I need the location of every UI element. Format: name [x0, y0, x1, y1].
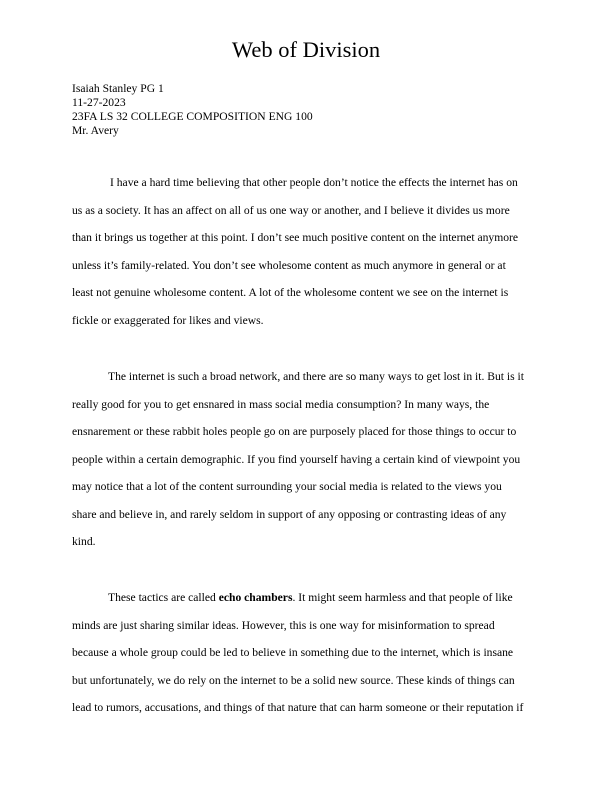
document-header [72, 82, 542, 138]
paragraph-text: These tactics are called [108, 591, 219, 604]
paragraph-3 [72, 591, 544, 729]
paragraph-line: lead to rumors, accusations, and things of that nature that can harm someone or their reputation if [72, 701, 524, 714]
paragraph-line: but unfortunately, we do rely on the internet to be a solid new source. These kinds of things can [72, 673, 515, 687]
course-name: 23FA LS 32 COLLEGE COMPOSITION ENG 100 [72, 110, 313, 123]
instructor-name: Mr. Avery [72, 124, 119, 137]
paragraph-text: . It might seem harmless and that people of like [292, 591, 513, 604]
paragraph-line: because a whole group could be led to believe in something due to the internet, which is insane [72, 646, 514, 659]
paragraph-1 [72, 176, 544, 341]
paragraph-line: kind. [72, 535, 96, 548]
paragraph-line [72, 591, 544, 619]
paragraph-line: people within a certain demographic. If you find yourself having a certain kind of viewpoint you [72, 452, 521, 466]
paragraph-line: ensnarement or these rabbit holes people go on are purposely placed for those things to occur to [72, 425, 517, 438]
paragraph-line: really good for you to get ensnared in mass social media consumption? In many ways, the [72, 397, 490, 411]
paragraph-line: than it brings us together at this point. I don’t see much positive content on the internet anymore [72, 231, 519, 244]
document-date: 11-27-2023 [72, 96, 126, 109]
document-title: Web of Division [231, 37, 381, 62]
paragraph-line: minds are just sharing similar ideas. However, this is one way for misinformation to spread [72, 618, 495, 632]
paragraph-line: fickle or exaggerated for likes and views. [72, 313, 264, 327]
paragraph-line: may notice that a lot of the content surrounding your social media is related to the views you [72, 480, 502, 493]
paragraph-line: unless it’s family-related. You don’t see wholesome content as much anymore in general or at [72, 258, 506, 272]
echo-chambers-term: echo chambers [218, 591, 293, 604]
paragraph-line: least not genuine wholesome content. A lot of the wholesome content we see on the internet is [72, 286, 509, 299]
paragraph-line: us as a society. It has an affect on all of us one way or another, and I believe it divides us more [72, 203, 510, 217]
author-name: Isaiah Stanley PG 1 [72, 82, 164, 95]
paragraph-line: share and believe in, and rarely seldom in support of any opposing or contrasting ideas of any [72, 507, 507, 521]
paragraph-line: The internet is such a broad network, and there are so many ways to get lost in it. But is it [108, 370, 524, 383]
paragraph-2 [72, 370, 544, 563]
paragraph-line: I have a hard time believing that other people don’t notice the effects the internet has on [110, 176, 518, 189]
